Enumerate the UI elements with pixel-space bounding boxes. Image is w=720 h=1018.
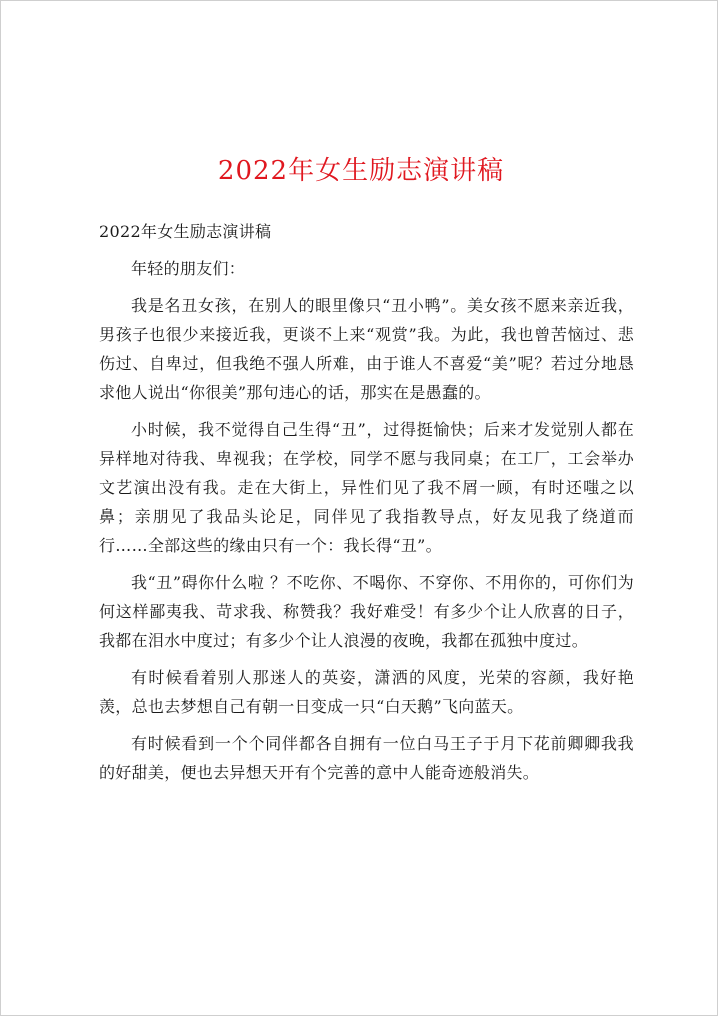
- document-body: [99, 217, 634, 795]
- document-subtitle: 2022年女生励志演讲稿: [99, 222, 272, 241]
- document-title: 2022年女生励志演讲稿: [217, 156, 505, 186]
- paragraph-5: 有时候看到一个个同伴都各自拥有一位白马王子于月下花前卿卿我我的好甜美，便也去异想天开有个完善的意中人能奇迹般消失。: [99, 734, 634, 782]
- paragraph-3: 我“丑”碍你什么啦 ？不吃你、不喝你、不穿你、不用你的，可你们为何这样鄙夷我、苛求我、称赞我？我好难受！有多少个让人欣喜的日子，我都在泪水中度过；有多少个让人浪漫的夜晚，我都在孤独中度过。: [99, 573, 634, 650]
- paragraph-1: 我是名丑女孩，在别人的眼里像只“丑小鸭”。美女孩不愿来亲近我，男孩子也很少来接近我，更谈不上来“观赏”我。为此，我也曾苦恼过、悲伤过、自卑过，但我绝不强人所难，由于谁人不喜爱“美”呢？若过分地恳求他人说出“你很美”那句违心的话，那实在是愚蠢的。: [99, 296, 634, 402]
- paragraph-2: 小时候，我不觉得自己生得“丑”，过得挺愉快；后来才发觉别人都在异样地对待我、卑视我；在学校，同学不愿与我同桌；在工厂，工会举办文艺演出没有我。走在大街上，异性们见了我不屑一顾，有时还嗤之以鼻；亲朋见了我品头论足，同伴见了我指教导点，好友见我了绕道而行……全部这些的缘由只有一个：我长得“丑”。: [99, 420, 634, 555]
- paragraph-greeting: 年轻的朋友们：: [131, 259, 246, 278]
- paragraph-4: 有时候看着别人那迷人的英姿，潇洒的风度，光荣的容颜，我好艳羡，总也去梦想自己有朝一日变成一只“白天鹅”飞向蓝天。: [99, 668, 634, 716]
